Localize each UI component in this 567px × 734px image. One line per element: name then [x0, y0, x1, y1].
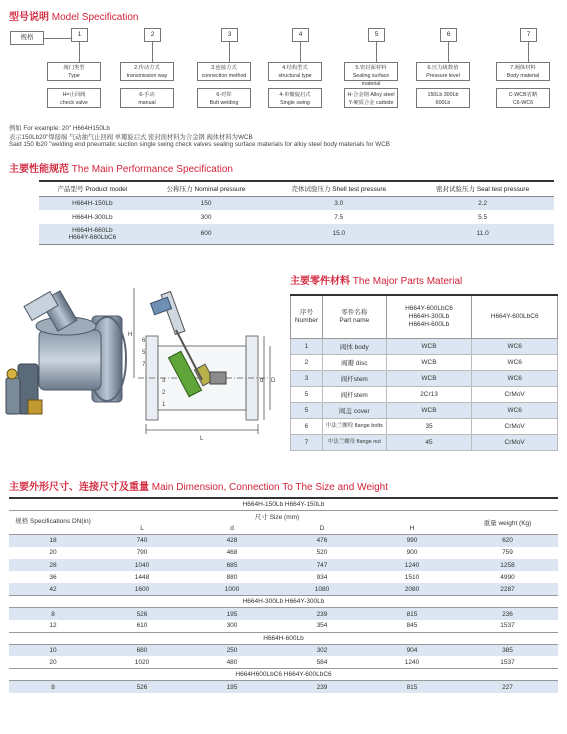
- parts-title-cn: 主要零件材料: [290, 276, 350, 287]
- cell: WCB: [386, 402, 472, 418]
- header-number-cn: 序号: [299, 308, 313, 316]
- spec-position-box: 4: [292, 28, 309, 42]
- cell: CrMoV: [472, 434, 558, 450]
- spec-description-cn: 2.传动方式: [134, 65, 160, 71]
- cell: 2.2: [411, 196, 554, 210]
- model-spec-title-cn: 型号说明: [9, 12, 49, 23]
- cell: 239: [277, 681, 367, 693]
- spec-description-en: Pressure level: [426, 73, 460, 79]
- spec-description-cn: 4.结构型式: [282, 65, 308, 71]
- cell: 28: [9, 559, 97, 571]
- spec-connector: [448, 42, 449, 62]
- cell: 790: [136, 549, 148, 557]
- cell: 阀体 body: [322, 338, 386, 354]
- table-row: [9, 681, 558, 693]
- cell: 15.0: [266, 224, 411, 244]
- header-models-group: [386, 295, 472, 338]
- parts-body: [291, 338, 558, 450]
- cell: 1000: [187, 583, 277, 595]
- header-shell-test: 壳体试验压力 Shell test pressure: [266, 181, 411, 196]
- group-label: H664H-150Lb H664Y-150Lb: [9, 498, 558, 510]
- parts-title-en: The Major Parts Material: [352, 276, 463, 287]
- example-line-3: Said 150 lb20 "welding end pneumatic suction single swing check valves sealing surface materials for alloy steel body materials for WCB: [9, 141, 390, 148]
- cell: 11.0: [411, 224, 554, 244]
- drawing-label-d: d: [260, 378, 264, 384]
- cell: WCB: [386, 338, 472, 354]
- cell: WC6: [472, 354, 558, 370]
- header-model: H664H-600Lb: [408, 320, 450, 328]
- header-seal-test: 密封试验压力 Seal test pressure: [411, 181, 554, 196]
- spec-description-cn: 阀门类型: [63, 65, 85, 71]
- valve-photo: [4, 280, 133, 432]
- cell: CrMoV: [472, 418, 558, 434]
- cell: H664H-300Lb: [72, 213, 113, 221]
- table-row: [291, 354, 558, 370]
- cell: 1537: [500, 658, 515, 666]
- spec-description-en: transmission way: [126, 73, 168, 79]
- cell: 990: [367, 535, 457, 547]
- cell: 45: [386, 434, 472, 450]
- performance-title: [9, 160, 233, 175]
- cell: 中法兰螺栓 flange bolts: [322, 418, 386, 434]
- group-label: H664H-600Lb: [9, 632, 558, 644]
- dimensions-table: [9, 497, 558, 693]
- spec-value-line: Single swing: [280, 100, 310, 106]
- header-model: H664H-300Lb: [408, 312, 450, 320]
- spec-label: 规格: [10, 31, 44, 45]
- header-model: H664Y-600LbC6: [405, 304, 453, 312]
- header-part-name-en: Part name: [339, 316, 370, 324]
- spec-value-line: check valve: [60, 100, 88, 106]
- cell: 2080: [367, 583, 457, 595]
- spec-value-line: Y-硬质合金 carbide: [348, 100, 394, 106]
- drawing-label: 2: [162, 390, 166, 396]
- performance-title-en: The Main Performance Specification: [71, 164, 233, 175]
- cell: 1240: [367, 559, 457, 571]
- cell: 中法兰螺母 flange nut: [322, 434, 386, 450]
- table-row: [291, 338, 558, 354]
- spec-value: [416, 88, 470, 108]
- cell: 8: [9, 681, 97, 693]
- group-header-row: [9, 632, 558, 644]
- drawing-label-H: H: [128, 332, 133, 338]
- header-col: H: [367, 522, 457, 534]
- dimensions-title: [9, 478, 388, 493]
- header-col: D: [277, 522, 367, 534]
- header-nominal-pressure: 公称压力 Nominal pressure: [146, 181, 267, 196]
- cell: 740: [97, 535, 187, 547]
- spec-description: [197, 62, 251, 81]
- spec-connector: [376, 42, 377, 62]
- cell: 239: [277, 608, 367, 620]
- cell: 36: [49, 573, 57, 581]
- performance-title-cn: 主要性能规范: [9, 164, 69, 175]
- group-label: H664H-300Lb H664Y-300Lb: [9, 596, 558, 608]
- cell: 759: [502, 549, 513, 557]
- cell: CrMoV: [472, 386, 558, 402]
- table-row: [9, 656, 558, 668]
- cell: WC6: [472, 370, 558, 386]
- header-number-en: Number: [294, 316, 319, 324]
- spec-description: [120, 62, 174, 81]
- cell: 195: [187, 608, 277, 620]
- table-row: [9, 608, 558, 620]
- cell: 1537: [500, 622, 515, 630]
- table-row: [39, 196, 554, 210]
- cell: WC6: [472, 338, 558, 354]
- spec-description-en: Sealing surface material: [352, 73, 390, 87]
- header-size: 尺寸 Size (mm): [254, 514, 300, 522]
- cell: 584: [316, 658, 328, 666]
- spec-value-line: 6-对焊: [216, 92, 232, 98]
- table-row: [291, 402, 558, 418]
- cell: 5: [291, 386, 323, 402]
- cell: 20: [49, 658, 57, 666]
- model-spec-title-en: Model Specification: [51, 12, 139, 23]
- cell: 526: [97, 608, 187, 620]
- cell: 150: [146, 196, 267, 210]
- cell: 10: [9, 644, 97, 656]
- header-spec: 规格 Specifications DN(in): [9, 510, 97, 534]
- performance-header-row: [39, 181, 554, 196]
- cell: 阀盖 cover: [322, 402, 386, 418]
- spec-description-en: structural type: [278, 73, 312, 79]
- spec-value: [344, 88, 398, 108]
- parts-table: [290, 294, 558, 451]
- cell: 3.0: [266, 196, 411, 210]
- cell: 302: [277, 644, 367, 656]
- cell: 1080: [277, 583, 367, 595]
- cell: 1258: [457, 559, 558, 571]
- cell: 680: [97, 644, 187, 656]
- header-part-name-cn: 零件名称: [341, 308, 368, 316]
- cell: 8: [9, 608, 97, 620]
- spec-value-line: C6-WC6: [512, 100, 534, 106]
- spec-value-line: H-合金钢 Alloy steel: [347, 92, 395, 98]
- spec-value-line: H=止回阀: [62, 92, 86, 98]
- cell: 300: [200, 213, 212, 221]
- spec-connector: [229, 42, 230, 62]
- cell: 6: [291, 418, 323, 434]
- cell: WC6: [472, 402, 558, 418]
- table-row: [291, 370, 558, 386]
- spec-value-line: C-WCB省略: [508, 92, 538, 98]
- spec-description: [496, 62, 550, 81]
- header-col: L: [97, 522, 187, 534]
- example-line-2: 表示150Lb20"焊接端 气动抽气止回阀 单瓣旋启式 密封面材料为合金钢 阀体材料为WCB: [9, 134, 253, 141]
- cell-line-2: H664Y-660LbC6: [68, 233, 117, 241]
- spec-connector: [152, 42, 153, 62]
- spec-position-box: 5: [368, 28, 385, 42]
- cell: 195: [187, 681, 277, 693]
- cell: 1600: [97, 583, 187, 595]
- parts-header-row: [291, 295, 558, 338]
- valve-section-drawing: [128, 284, 278, 442]
- spec-connector: [300, 42, 301, 62]
- cell: 42: [9, 583, 97, 595]
- cell: 815: [367, 608, 457, 620]
- cell: 阀杆stem: [322, 386, 386, 402]
- performance-table: [39, 180, 554, 245]
- cell: 1: [291, 338, 323, 354]
- table-row: [9, 583, 558, 595]
- cell: H664H-150Lb: [39, 196, 146, 210]
- spec-value: [496, 88, 550, 108]
- table-row: [9, 535, 558, 547]
- cell: 1510: [404, 573, 420, 581]
- cell: 900: [406, 549, 418, 557]
- spec-value: [120, 88, 174, 108]
- cell-line-1: H664H-660Lb: [72, 226, 113, 234]
- cell: 2: [291, 354, 323, 370]
- drawing-label: 5: [142, 350, 146, 356]
- cell: 300: [226, 622, 238, 630]
- cell: 227: [457, 681, 558, 693]
- spec-connector: [79, 42, 80, 62]
- header-part-name: [322, 295, 386, 338]
- cell: 520: [316, 549, 328, 557]
- table-row: [9, 644, 558, 656]
- table-row: [9, 571, 558, 583]
- spec-value: [47, 88, 101, 108]
- cell: 385: [457, 644, 558, 656]
- cell: 2Cr13: [386, 386, 472, 402]
- spec-description: [416, 62, 470, 81]
- table-row: [9, 547, 558, 559]
- table-row: [39, 210, 554, 224]
- table-row: [291, 434, 558, 450]
- spec-value-line: manual: [138, 100, 156, 106]
- dimensions-title-en: Main Dimension, Connection To The Size and Weight: [151, 482, 389, 493]
- drawing-label: 3: [162, 378, 166, 384]
- spec-description-cn: 7.阀体材料: [510, 65, 536, 71]
- drawing-label: 6: [142, 338, 146, 344]
- cell: 阀瓣 disc: [322, 354, 386, 370]
- header-number: [291, 295, 323, 338]
- cell: 7.5: [334, 213, 344, 221]
- cell: 3: [291, 370, 323, 386]
- cell: 18: [9, 535, 97, 547]
- spec-value-line: 6-手动: [139, 92, 155, 98]
- cell: 815: [367, 681, 457, 693]
- cell: 1040: [97, 559, 187, 571]
- header-model-c6: H664Y-600LbC6: [472, 295, 558, 338]
- spec-position-box: 6: [440, 28, 457, 42]
- spec-position-box: 3: [221, 28, 238, 42]
- cell: 468: [226, 549, 238, 557]
- header-col: d: [187, 522, 277, 534]
- cell: 1020: [134, 658, 150, 666]
- spec-value-line: 150Lb 300Lb: [427, 92, 459, 98]
- cell: WCB: [386, 354, 472, 370]
- spec-description: [47, 62, 101, 81]
- spec-connector: [528, 42, 529, 62]
- cell: 480: [226, 658, 238, 666]
- cell: 428: [187, 535, 277, 547]
- cell: [39, 224, 146, 244]
- spec-value: [197, 88, 251, 108]
- cell: 1448: [134, 573, 150, 581]
- spec-position-box: 1: [71, 28, 88, 42]
- spec-description-en: Type: [68, 73, 80, 79]
- spec-description-cn: 6.压力级数值: [427, 65, 459, 71]
- spec-connector: [44, 38, 71, 39]
- cell: 12: [49, 622, 57, 630]
- dimensions-body: [9, 498, 558, 693]
- cell: 7: [291, 434, 323, 450]
- cell: 354: [316, 622, 328, 630]
- spec-position-box: 7: [520, 28, 537, 42]
- cell: WCB: [386, 370, 472, 386]
- cell: 250: [187, 644, 277, 656]
- cell: 5: [291, 402, 323, 418]
- group-header-row: [9, 498, 558, 510]
- spec-description-cn: 5.密封面材料: [355, 65, 387, 71]
- cell: 904: [367, 644, 457, 656]
- group-header-row: [9, 669, 558, 681]
- cell: 2287: [457, 583, 558, 595]
- table-row: [9, 620, 558, 632]
- drawing-label-D: D: [271, 378, 276, 384]
- spec-position-box: 2: [144, 28, 161, 42]
- spec-description-en: Body material: [506, 73, 540, 79]
- cell: 1240: [404, 658, 420, 666]
- cell: 476: [277, 535, 367, 547]
- cell: 845: [406, 622, 418, 630]
- spec-description: [268, 62, 322, 81]
- table-row: [291, 386, 558, 402]
- drawing-label-L: L: [200, 436, 204, 442]
- parts-title: [290, 272, 462, 287]
- spec-value-line: Butt welding: [209, 100, 239, 106]
- spec-value: [268, 88, 322, 108]
- spec-value-line: 600Lb: [435, 100, 451, 106]
- dimensions-header-row: [9, 510, 558, 522]
- group-label: H664H600LbC6 H664Y-600LbC6: [9, 669, 558, 681]
- cell: 5.5: [478, 213, 488, 221]
- spec-value-line: 4-单瓣旋启式: [279, 92, 311, 98]
- drawing-label: 1: [162, 402, 166, 408]
- cell: 4990: [500, 573, 515, 581]
- drawing-label: 7: [142, 362, 146, 368]
- cell: 526: [97, 681, 187, 693]
- table-row: [39, 224, 554, 244]
- cell: 620: [457, 535, 558, 547]
- cell: 600: [146, 224, 267, 244]
- cell: 747: [277, 559, 367, 571]
- example-line-1: 例如 For example: 20" H664H150Lb: [9, 125, 110, 132]
- table-row: [9, 559, 558, 571]
- cell: 934: [316, 573, 328, 581]
- spec-description-en: connection method: [201, 73, 247, 79]
- spec-description: [344, 62, 398, 87]
- cell: 236: [457, 608, 558, 620]
- cell: 35: [386, 418, 472, 434]
- header-product-model: 产品型号 Product model: [39, 181, 146, 196]
- dimensions-title-cn: 主要外形尺寸、连接尺寸及重量: [9, 482, 149, 493]
- cell: 880: [226, 573, 238, 581]
- cell: 685: [187, 559, 277, 571]
- header-weight: 重量 weight (Kg): [457, 510, 558, 534]
- cell: 610: [136, 622, 148, 630]
- group-header-row: [9, 596, 558, 608]
- model-spec-title: [9, 8, 139, 23]
- cell: 20: [49, 549, 57, 557]
- cell: 阀杆stem: [322, 370, 386, 386]
- table-row: [291, 418, 558, 434]
- spec-description-cn: 3.连接方式: [211, 65, 237, 71]
